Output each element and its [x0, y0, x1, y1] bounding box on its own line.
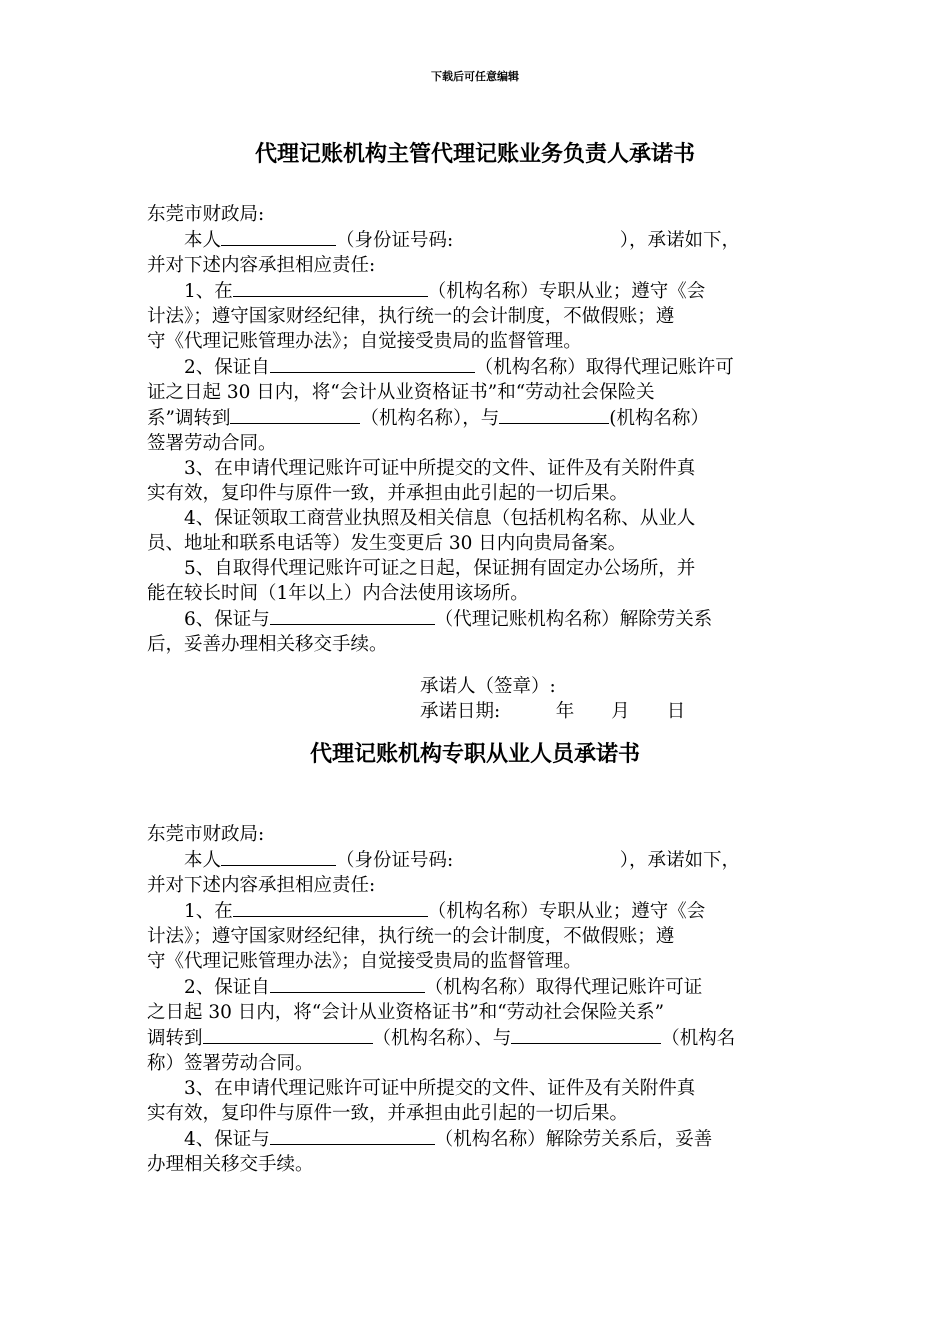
- doc1-line: [147, 304, 822, 329]
- line-text: 称）签署劳动合同。: [147, 1053, 314, 1074]
- doc1-signer-label: 承诺人（签章）:: [420, 676, 556, 697]
- line-text: 之日起 30 日内，将“会计从业资格证书”和“劳动社会保险关系”: [147, 1002, 665, 1023]
- line-text: （机构名称）取得代理记账许可: [474, 357, 734, 378]
- doc1-title: 代理记账机构主管代理记账业务负责人承诺书: [254, 142, 695, 167]
- doc2-line: [147, 1126, 822, 1152]
- doc2-title: 代理记账机构专职从业人员承诺书: [309, 742, 640, 767]
- line-text: 4、保证与: [147, 1129, 270, 1150]
- fill-in-blank[interactable]: [221, 847, 336, 866]
- doc2-line: [147, 949, 822, 974]
- line-text: 2、保证自: [147, 977, 270, 998]
- doc1-line: [147, 531, 822, 556]
- fill-in-blank[interactable]: [233, 278, 428, 297]
- doc1-line: [147, 202, 822, 227]
- line-text: 并对下述内容承担相应责任:: [147, 875, 376, 896]
- line-text: 东莞市财政局:: [147, 204, 265, 225]
- fill-in-blank[interactable]: [221, 227, 336, 246]
- line-text: 东莞市财政局:: [147, 824, 265, 845]
- fill-in-blank[interactable]: [270, 354, 475, 373]
- line-text: （身份证号码: ），承诺如下，: [336, 230, 741, 251]
- line-text: 2、保证自: [147, 357, 270, 378]
- page-header: 下载后可任意编辑: [431, 70, 519, 83]
- line-text: 系”调转到: [147, 408, 231, 429]
- fill-in-blank[interactable]: [270, 974, 425, 993]
- doc2-line: [147, 974, 822, 1000]
- line-text: (机构名称）: [609, 408, 709, 429]
- line-text: 能在较长时间（1年以上）内合法使用该场所。: [147, 583, 529, 604]
- doc1-line: [147, 506, 822, 531]
- doc1-date-label: 承诺日期: 年 月 日: [420, 701, 686, 722]
- doc2-line: [147, 1000, 822, 1025]
- line-text: 守《代理记账管理办法》；自觉接受贵局的监督管理。: [147, 951, 582, 972]
- doc1-line: [147, 354, 822, 380]
- line-text: 实有效，复印件与原件一致，并承担由此引起的一切后果。: [147, 1103, 629, 1124]
- doc1-line: [147, 481, 822, 506]
- doc2-line: [147, 847, 822, 873]
- doc1-line: [147, 253, 822, 278]
- fill-in-blank[interactable]: [230, 405, 360, 424]
- line-text: 6、保证与: [147, 609, 270, 630]
- doc2-body: [147, 822, 822, 1177]
- line-text: （机构名称）专职从业；遵守《会: [427, 281, 706, 302]
- line-text: 后，妥善办理相关移交手续。: [147, 634, 388, 655]
- line-text: 5、自取得代理记账许可证之日起，保证拥有固定办公场所，并: [147, 558, 696, 579]
- line-text: 计法》；遵守国家财经纪律，执行统一的会计制度，不做假账；遵: [147, 926, 675, 947]
- line-text: 1、在: [147, 901, 233, 922]
- line-text: 员、地址和联系电话等）发生变更后 30 日内向贵局备案。: [147, 533, 627, 554]
- line-text: 本人: [147, 850, 222, 871]
- line-text: （机构名称），与: [360, 408, 500, 429]
- line-text: （机构名称）专职从业；遵守《会: [427, 901, 706, 922]
- line-text: 守《代理记账管理办法》；自觉接受贵局的监督管理。: [147, 331, 582, 352]
- line-text: 签署劳动合同。: [147, 433, 277, 454]
- doc1-line: [147, 632, 822, 657]
- fill-in-blank[interactable]: [270, 1126, 435, 1145]
- fill-in-blank[interactable]: [270, 606, 435, 625]
- fill-in-blank[interactable]: [511, 1025, 661, 1044]
- line-text: 并对下述内容承担相应责任:: [147, 255, 376, 276]
- line-text: 计法》；遵守国家财经纪律，执行统一的会计制度，不做假账；遵: [147, 306, 675, 327]
- doc2-line: [147, 898, 822, 924]
- doc2-line: [147, 924, 822, 949]
- doc1-line: [147, 456, 822, 481]
- line-text: 实有效，复印件与原件一致，并承担由此引起的一切后果。: [147, 483, 629, 504]
- doc2-line: [147, 1076, 822, 1101]
- doc1-line: [147, 405, 822, 431]
- line-text: 4、保证领取工商营业执照及相关信息（包括机构名称、从业人: [147, 508, 696, 529]
- fill-in-blank[interactable]: [499, 405, 609, 424]
- line-text: 1、在: [147, 281, 233, 302]
- doc2-line: [147, 822, 822, 847]
- doc1-line: [147, 606, 822, 632]
- doc1-line: [147, 556, 822, 581]
- line-text: 办理相关移交手续。: [147, 1154, 314, 1175]
- line-text: （机构名称）、与: [372, 1028, 512, 1049]
- doc2-line: [147, 1051, 822, 1076]
- doc2-line: [147, 1025, 822, 1051]
- doc1-line: [147, 278, 822, 304]
- line-text: 证之日起 30 日内，将“会计从业资格证书”和“劳动社会保险关: [147, 382, 655, 403]
- line-text: （机构名称）取得代理记账许可证: [424, 977, 703, 998]
- line-text: （机构名称）解除劳关系后，妥善: [434, 1129, 713, 1150]
- doc1-line: [147, 581, 822, 606]
- doc1-line: [147, 227, 822, 253]
- doc1-line: [147, 380, 822, 405]
- line-text: 3、在申请代理记账许可证中所提交的文件、证件及有关附件真: [147, 1078, 696, 1099]
- line-text: （机构名: [661, 1028, 736, 1049]
- fill-in-blank[interactable]: [203, 1025, 373, 1044]
- doc2-line: [147, 1101, 822, 1126]
- line-text: 3、在申请代理记账许可证中所提交的文件、证件及有关附件真: [147, 458, 696, 479]
- fill-in-blank[interactable]: [233, 898, 428, 917]
- doc2-line: [147, 873, 822, 898]
- doc1-line: [147, 329, 822, 354]
- line-text: 调转到: [147, 1028, 203, 1049]
- line-text: （身份证号码: ），承诺如下，: [336, 850, 741, 871]
- doc1-line: [147, 431, 822, 456]
- doc1-body: [147, 202, 822, 657]
- doc2-line: [147, 1152, 822, 1177]
- line-text: （代理记账机构名称）解除劳关系: [434, 609, 713, 630]
- line-text: 本人: [147, 230, 222, 251]
